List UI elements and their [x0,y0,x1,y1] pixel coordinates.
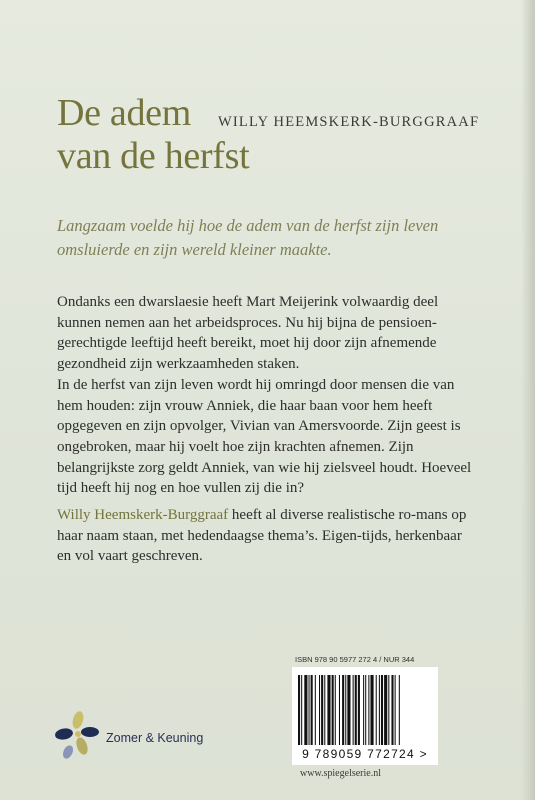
barcode-bar [384,675,387,745]
barcode-bar [365,675,366,745]
barcode-bar [304,675,307,745]
zomer-keuning-petal-logo-icon [52,710,100,762]
barcode-bar [309,675,310,745]
barcode-bar [391,675,393,745]
barcode-bar [339,675,340,745]
barcode-bar [319,675,320,745]
book-title-line-2: van de herfst [57,135,250,177]
author-note-text: heeft al diverse realistische ro-mans op haar naam staan, met hedendaagse thema’s. Eigen-tijds, herkenbaar en vol vaart geschreven. [57,507,467,565]
author-note [57,505,477,567]
barcode-bar [298,675,300,745]
barcode-bar [388,675,389,745]
barcode-digits: 9 789059 772724 > [302,747,428,761]
barcode-bar [358,675,360,745]
barcode-bar [315,675,316,745]
author-note-name: Willy Heemskerk-Burggraaf [57,507,229,523]
website-url: www.spiegelserie.nl [300,768,381,779]
barcode-bar [347,675,350,745]
barcode-bar [368,675,369,745]
cover-edge-shadow [521,0,535,800]
barcode-bars [298,675,432,745]
barcode-bar [327,675,330,745]
book-title [57,92,249,178]
book-title-line-1: De adem [57,92,191,134]
barcode-panel [292,667,438,765]
barcode-bar [381,675,383,745]
barcode-bar [321,675,323,745]
blurb-paragraph-1: Ondanks een dwarslaesie heeft Mart Meijerink volwaardig deel kunnen nemen aan het arbeidsproces. Nu hij bijna de pensioen-gerechtigde leeftijd heeft bereikt, moet hij door zijn afnemende gezondheid zijn werkzaamheden staken. [57,294,439,373]
barcode-bar [301,675,302,745]
barcode-bar [342,675,344,745]
barcode-bar [379,675,380,745]
barcode-bar [395,675,396,745]
blurb-paragraph-2: In de herfst van zijn leven wordt hij omringd door mensen die van hem houden: zijn vrouw Anniek, die haar baan voor hem heeft opgegeven en zijn opvolger, Vivian van Amersvoorde. Zijn geest is ongebroken, maar hij voelt hoe zijn krachten afnemen. Zijn belangrijkste zorg geldt Anniek, van wie hij zielsveel houdt. Hoeveel tijd heeft hij nog en hoe vullen zij die in? [57,376,472,497]
barcode-bar [353,675,354,745]
author-name: WILLY HEEMSKERK-BURGGRAAF [218,114,480,130]
tagline-quote: Langzaam voelde hij hoe de adem van de herfst zijn leven omsluierde en zijn wereld kleiner maakte. [57,216,439,259]
barcode-bar [376,675,377,745]
barcode-bar [370,675,373,745]
barcode-bar [332,675,334,745]
barcode-bar [311,675,313,745]
isbn-text: ISBN 978 90 5977 272 4 / NUR 344 [295,655,415,664]
barcode-bar [345,675,346,745]
barcode-bar [355,675,357,745]
barcode-bar [335,675,336,745]
barcode-block [292,655,444,770]
barcode-bar [399,675,400,745]
publisher-name: Zomer & Keuning [106,731,204,745]
barcode-bar [363,675,364,745]
barcode-bar [324,675,325,745]
blurb [57,292,477,499]
